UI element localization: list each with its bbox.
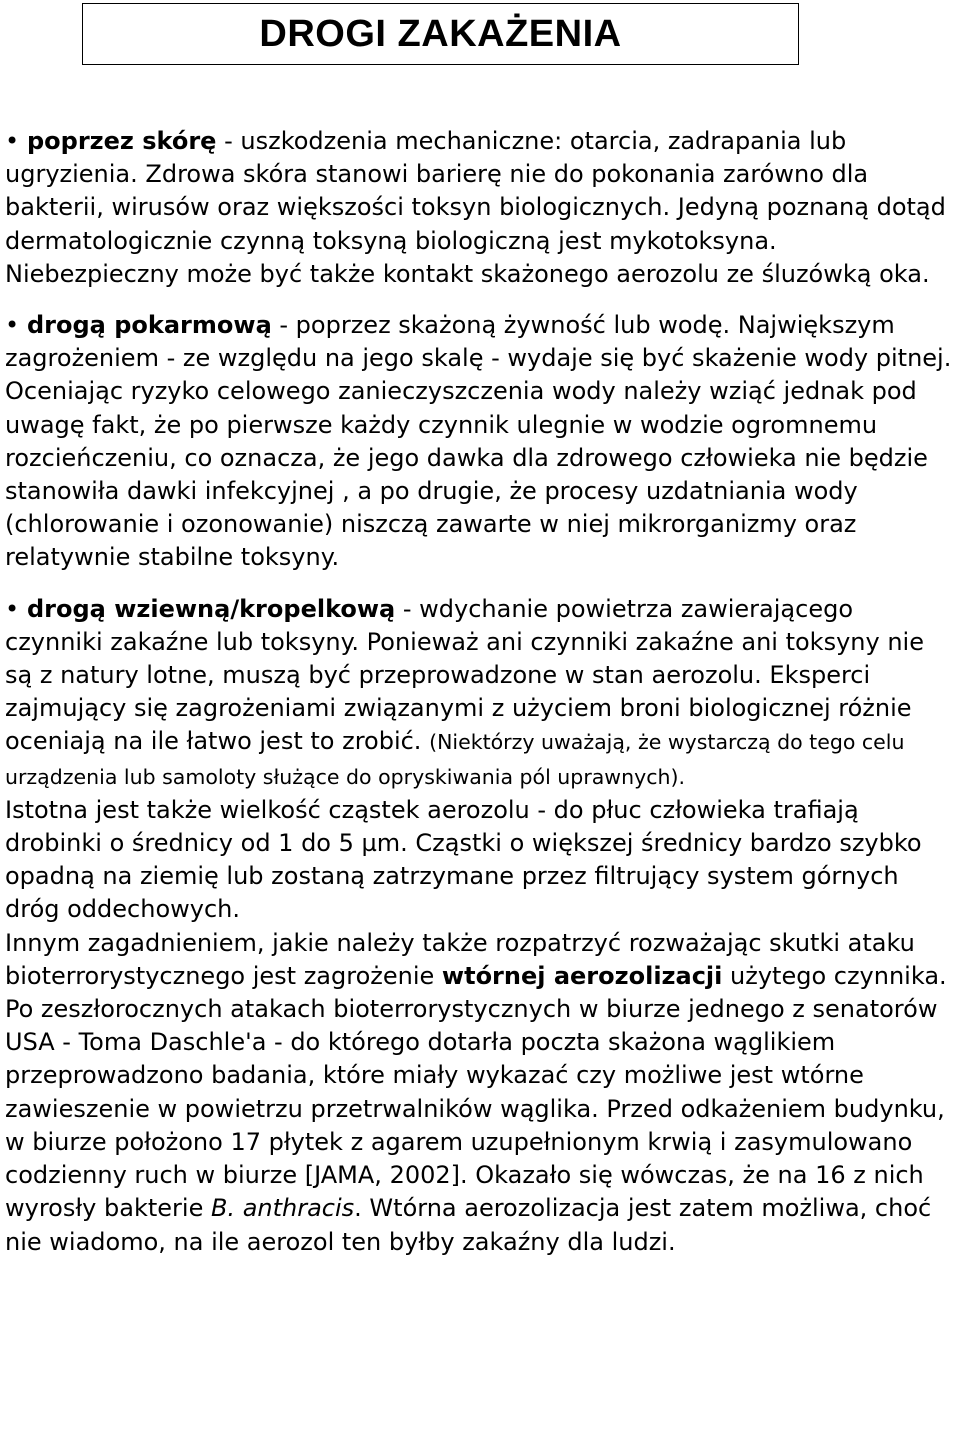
para3-mid: użytego czynnika. Po zeszłorocznych atakach bioterrorystycznych w biurze jednego z senatorów USA - Toma Daschle'a - do którego dotarła poczta skażona wąglikiem przeprowadzono badania, które miały wykazać czy możliwe jest wtórne zawieszenie w powietrzu przetrwalników wąglika. Przed odkażeniem budynku, w biurze położono 17 płytek z agarem uzupełnionym krwią i zasymulowano codzienny ruch w biurze [JAMA, 2002]. Okazało się wówczas, że na 16 z nich wyrosły bakterie <box>5 961 947 1223</box>
section-skin-heading: poprzez skórę <box>27 127 217 155</box>
section-food <box>5 309 955 575</box>
para3-pre: Innym zagadnieniem, jakie należy także rozpatrzyć rozważając skutki ataku bioterrorystycznego jest zagrożenie <box>5 928 915 990</box>
document-body <box>5 125 955 1259</box>
section-skin <box>5 125 955 291</box>
bullet-icon: • <box>5 311 20 340</box>
section-food-heading: drogą pokarmową <box>27 311 272 340</box>
bullet-icon: • <box>5 127 20 155</box>
section-food-text: - poprzez skażoną żywność lub wodę. Największym zagrożeniem - ze względu na jego skalę - wydaje się być skażenie wody pitnej. Oceniając ryzyko celowego zanieczyszczenia wody należy wziąć jednak pod uwagę fakt, że po pierwsze każdy czynnik ulegnie w wodzie ogromnemu rozcieńczeniu, co oznacza, że jego dawka dla zdrowego człowieka nie będzie stanowiła dawki infekcyjnej , a po drugie, że procesy uzdatniania wody (chlorowanie i ozonowanie) niszczą zawarte w niej mikrorganizmy oraz relatywnie stabilne toksyny. <box>5 311 952 572</box>
title-box <box>82 3 799 65</box>
section-air-heading: drogą wziewną/kropelkową <box>27 594 396 623</box>
section-skin-text: - uszkodzenia mechaniczne: otarcia, zadrapania lub ugryzienia. Zdrowa skóra stanowi barierę nie do pokonania zarówno dla bakterii, wirusów oraz większości toksyn biologicznych. Jedyną poznaną dotąd dermatologicznie czynną toksyną biologiczną jest mykotoksyna. Niebezpieczny może być także kontakt skażonego aerozolu ze śluzówką oka. <box>5 127 946 288</box>
page-title: DROGI ZAKAŻENIA <box>259 12 622 55</box>
section-air-paragraph-2: Istotna jest także wielkość cząstek aerozolu - do płuc człowieka trafiają drobinki o średnicy od 1 do 5 µm. Cząstki o większej średnicy bardzo szybko opadną na ziemię lub zostaną zatrzymane przez filtrujący system górnych dróg oddechowych. <box>5 795 922 924</box>
para3-italic: B. anthracis <box>210 1194 355 1223</box>
section-air-note: (Niektórzy uważają, że wystarczą do tego celu urządzenia lub samoloty służące do opryskiwania pól uprawnych). <box>5 730 905 789</box>
para3-bold: wtórnej aerozolizacji <box>441 961 723 990</box>
bullet-icon: • <box>5 594 20 623</box>
section-air <box>5 593 955 794</box>
para3-end: . Wtórna aerozolizacja jest zatem możliwa, choć nie wiadomo, na ile aerozol ten byłby zakaźny dla ludzi. <box>5 1194 932 1256</box>
section-air-paragraph-3 <box>5 927 955 1259</box>
section-air-text-1: - wdychanie powietrza zawierającego czynniki zakaźne lub toksyny. Ponieważ ani czynniki zakaźne ani toksyny nie są z natury lotne, muszą być przeprowadzone w stan aerozolu. Eksperci zajmujący się zagrożeniami związanymi z użyciem broni biologicznej różnie oceniają na ile łatwo jest to zrobić. <box>5 594 924 756</box>
